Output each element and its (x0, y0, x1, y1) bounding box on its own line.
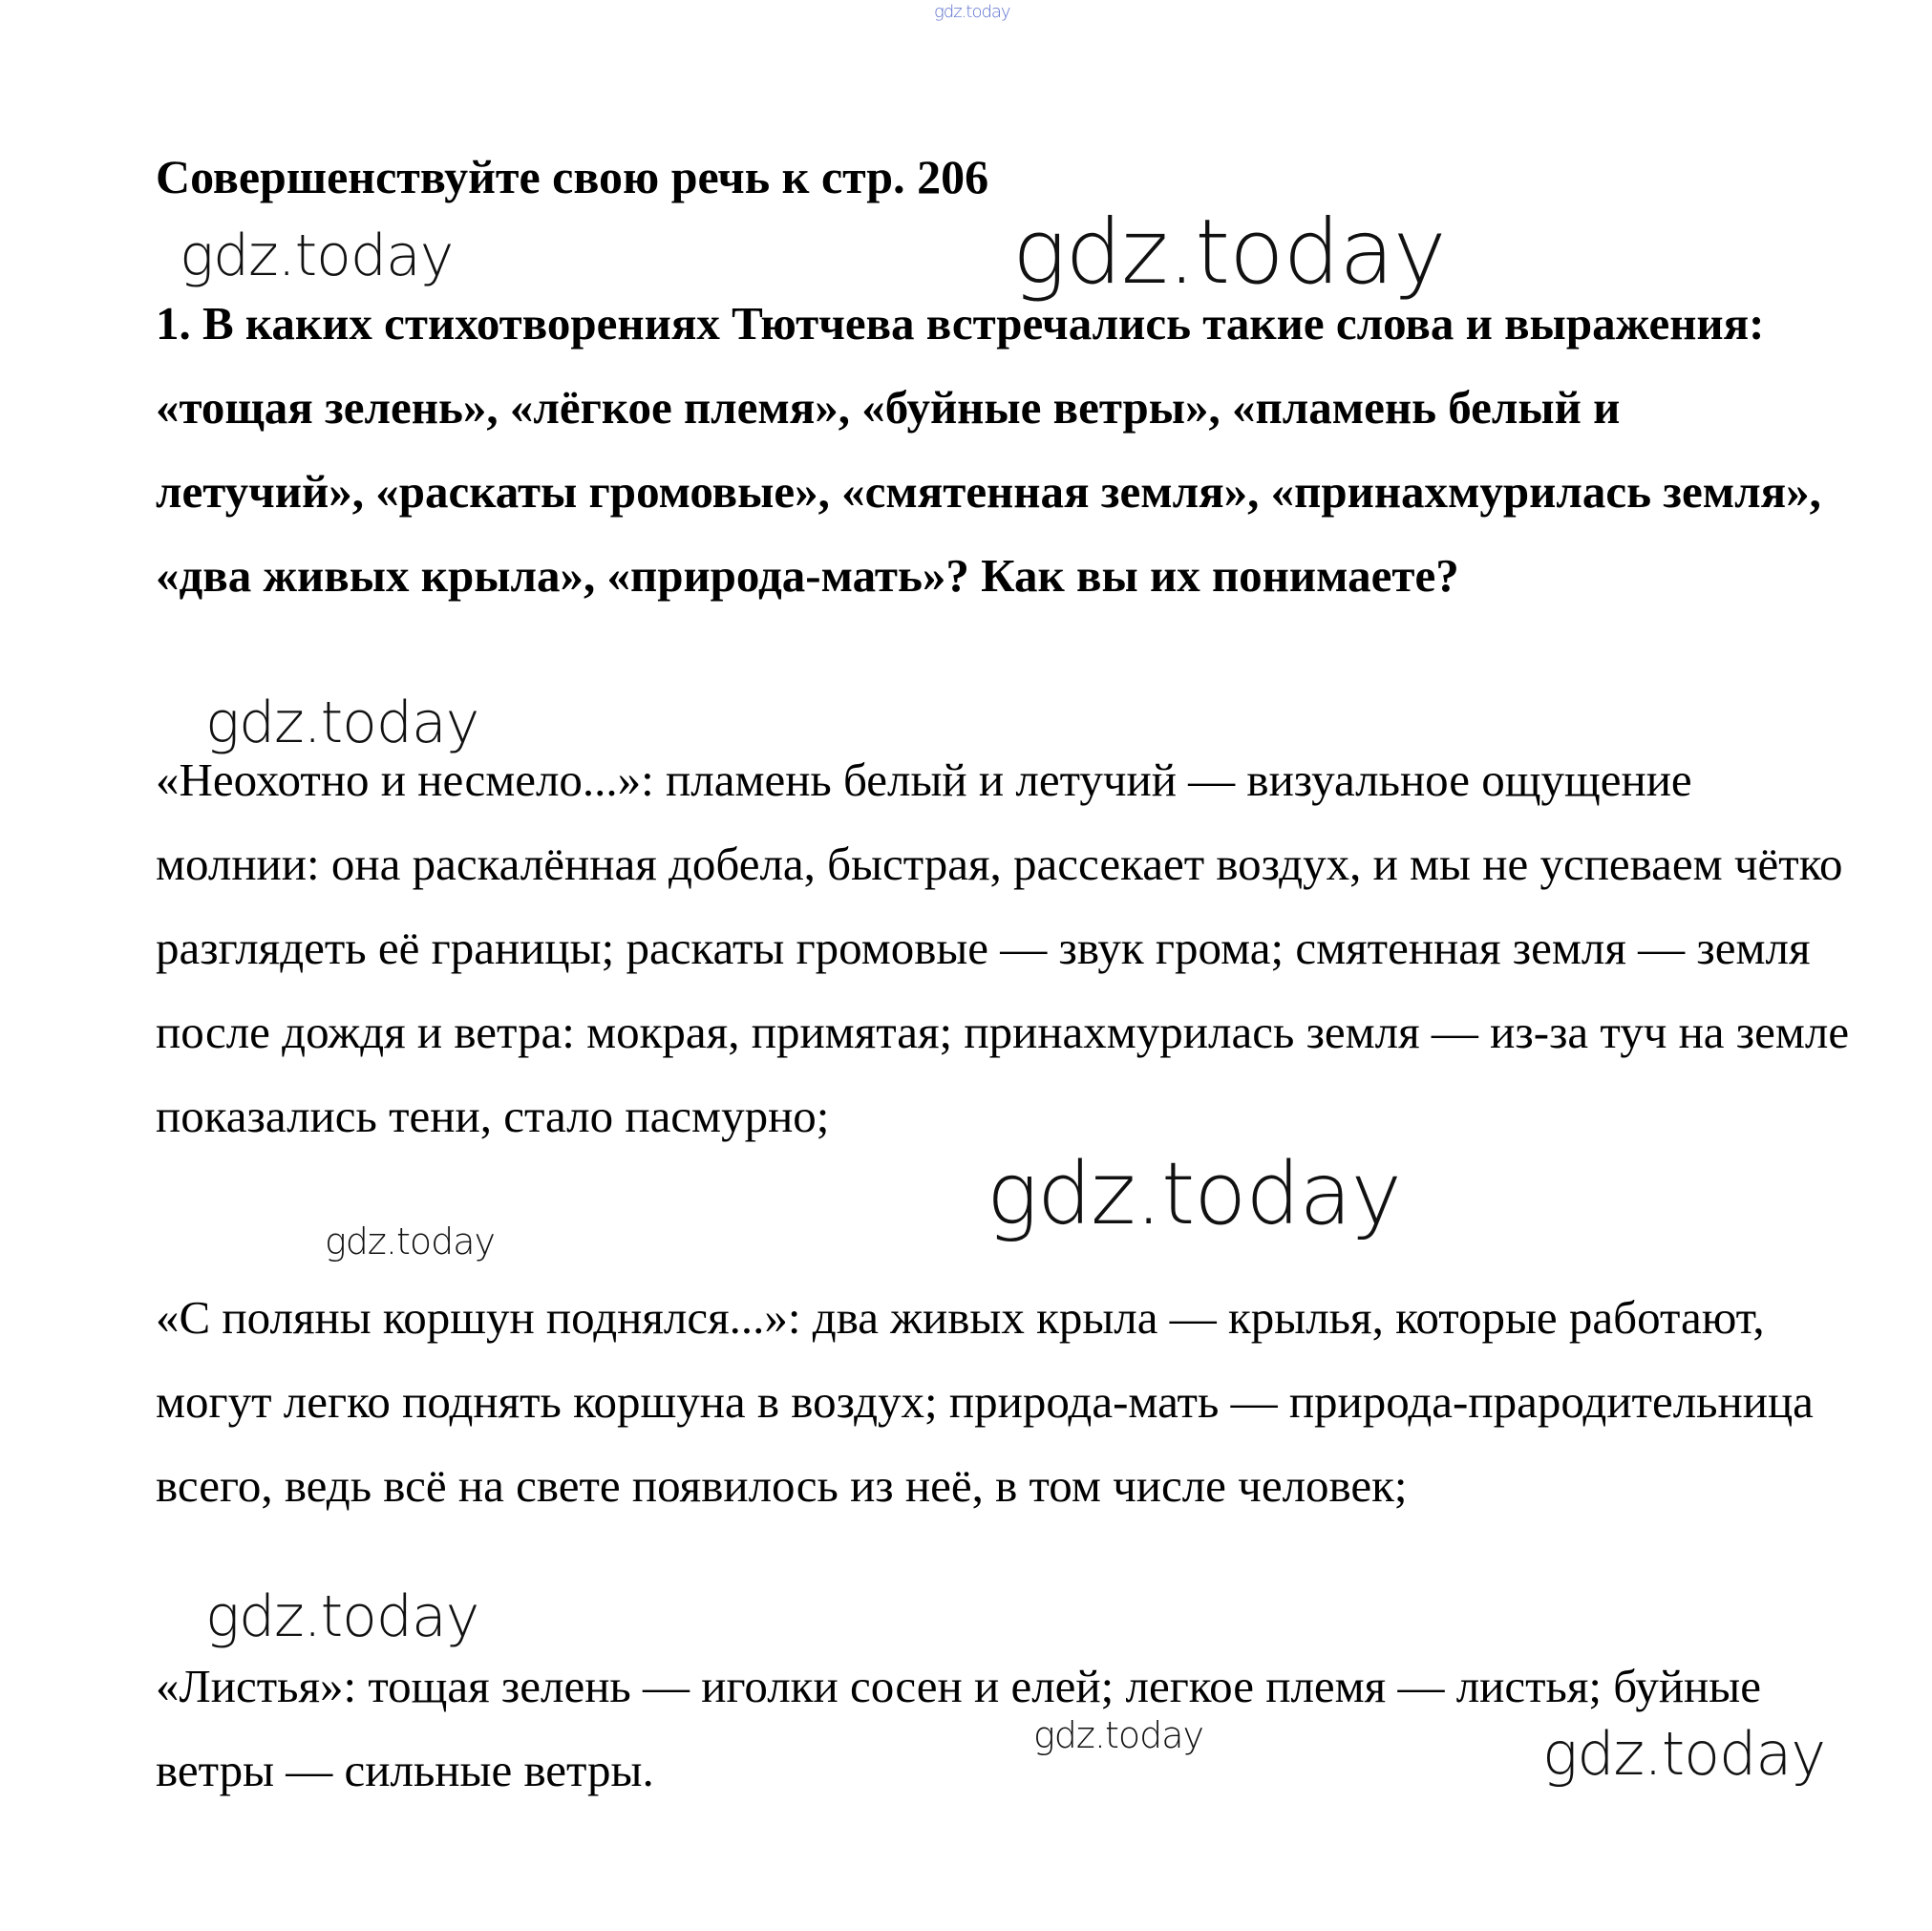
watermark: gdz.today (1542, 1719, 1826, 1789)
watermark: gdz.today (205, 690, 479, 756)
watermark: gdz.today (180, 223, 454, 289)
watermark: gdz.today (205, 1583, 479, 1650)
section-heading: Совершенствуйте свою речь к стр. 206 (156, 150, 989, 203)
watermark: gdz.today (1012, 201, 1446, 305)
watermark: gdz.today (1033, 1714, 1203, 1756)
answer-paragraph-1: «Неохотно и несмело...»: пламень белый и летучий — визуальное ощущение молнии: она раскалённая добела, быстрая, рассекает воздух, и мы не успеваем чётко разглядеть её границы; раскаты громовые — звук грома; смятенная земля — земля после дождя и ветра: мокрая, примятая; принахмурилась земля — из-за туч на земле показались тени, стало пасмурно; (156, 753, 1850, 1142)
question-text: 1. В каких стихотворениях Тютчева встречались такие слова и выражения: «тощая зелень», «лёгкое племя», «буйные ветры», «пламень белый и летучий», «раскаты громовые», «смятенная земля», «принахмурилась земля», «два живых крыла», «природа-мать»? Как вы их понимаете? (156, 297, 1821, 602)
watermark: gdz.today (987, 1144, 1401, 1244)
answer-paragraph-2: «С поляны коршун поднялся...»: два живых крыла — крылья, которые работают, могут легко поднять коршуна в воздух; природа-мать — природа-прародительница всего, ведь всё на свете появилось из неё, в том числе человек; (156, 1291, 1814, 1512)
watermark-top: gdz.today (934, 2, 1010, 22)
watermark: gdz.today (325, 1220, 495, 1263)
answer-paragraph-3: «Листья»: тощая зелень — иголки сосен и елей; легкое племя — листья; буйные ветры — сильные ветры. (156, 1660, 1761, 1796)
